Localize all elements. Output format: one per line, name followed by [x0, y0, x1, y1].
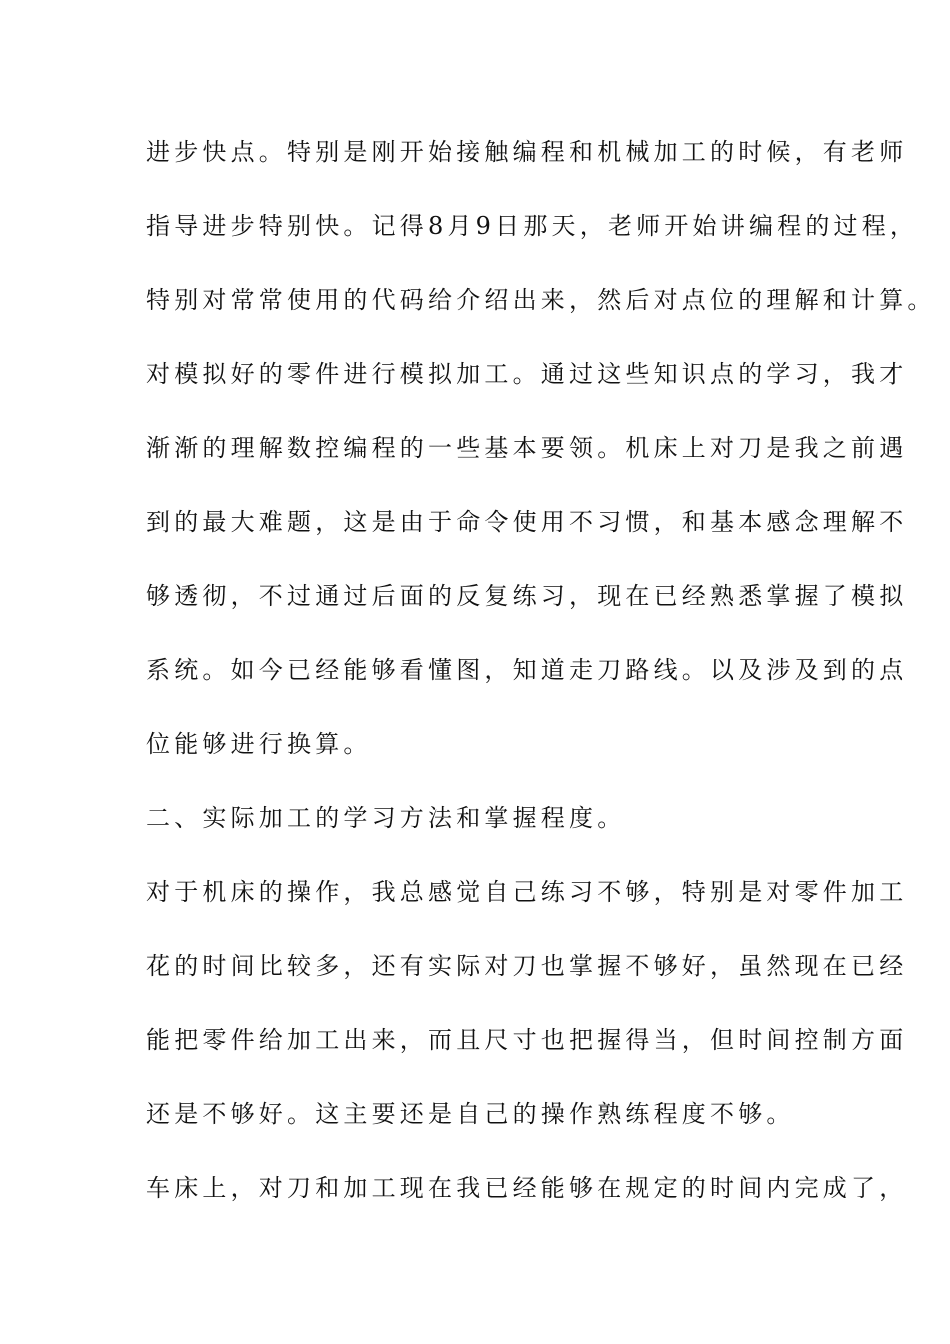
paragraph-line: 系统。如今已经能够看懂图，知道走刀路线。以及涉及到的点: [146, 656, 908, 684]
paragraph-line: 花的时间比较多，还有实际对刀也掌握不够好，虽然现在已经: [146, 952, 908, 980]
paragraph-line: 渐渐的理解数控编程的一些基本要领。机床上对刀是我之前遇: [146, 434, 908, 462]
paragraph-line: 对于机床的操作，我总感觉自己练习不够，特别是对零件加工: [146, 878, 908, 906]
paragraph-line: 够透彻，不过通过后面的反复练习，现在已经熟悉掌握了模拟: [146, 582, 908, 610]
paragraph-line: 能把零件给加工出来，而且尺寸也把握得当，但时间控制方面: [146, 1026, 908, 1054]
paragraph-line: 车床上，对刀和加工现在我已经能够在规定的时间内完成了，: [146, 1174, 908, 1202]
paragraph-line: 到的最大难题，这是由于命令使用不习惯，和基本感念理解不: [146, 508, 908, 536]
paragraph-line: 特别对常常使用的代码给介绍出来，然后对点位的理解和计算。: [146, 286, 936, 314]
paragraph-line: 指导进步特别快。记得8月9日那天，老师开始讲编程的过程，: [146, 212, 919, 240]
section-heading: 二、实际加工的学习方法和掌握程度。: [146, 804, 626, 832]
paragraph-line: 进步快点。特别是刚开始接触编程和机械加工的时候，有老师: [146, 138, 908, 166]
paragraph-line: 还是不够好。这主要还是自己的操作熟练程度不够。: [146, 1100, 795, 1128]
paragraph-line: 位能够进行换算。: [146, 730, 372, 758]
paragraph-line: 对模拟好的零件进行模拟加工。通过这些知识点的学习，我才: [146, 360, 908, 388]
